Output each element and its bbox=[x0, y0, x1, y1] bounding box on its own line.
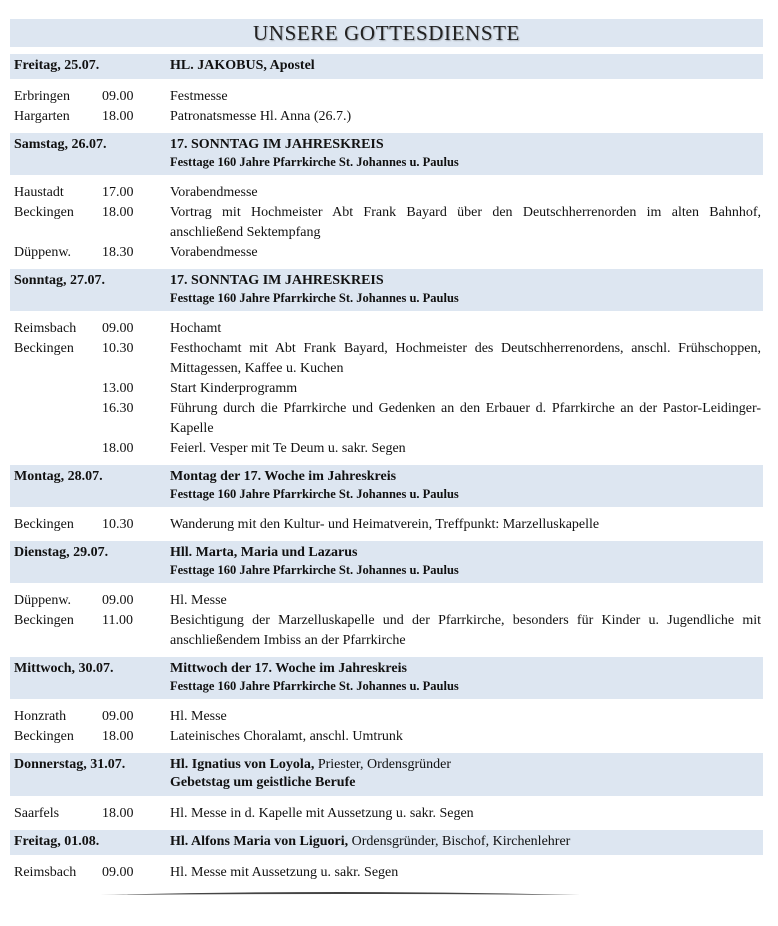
event-row bbox=[10, 243, 763, 263]
day-header bbox=[10, 465, 763, 507]
day-header bbox=[10, 541, 763, 583]
event-place: Reimsbach bbox=[14, 321, 77, 336]
day-title: Hl. Alfons Maria von Liguori, bbox=[170, 834, 349, 849]
event-place: Beckingen bbox=[14, 517, 74, 532]
event-description: Patronatsmesse Hl. Anna (26.7.) bbox=[170, 109, 352, 124]
event-row bbox=[10, 591, 763, 611]
event-description: Hl. Messe mit Aussetzung u. sakr. Segen bbox=[170, 865, 399, 880]
event-row bbox=[10, 863, 763, 883]
event-description: Besichtigung der Marzelluskapelle und der Pfarrkirche, besonders für Kinder u. Jugendliche mit anschließendem Imbiss an der Pfarrkirche bbox=[170, 613, 761, 648]
day-subtitle: Gebetstag um geistliche Berufe bbox=[170, 775, 356, 790]
day-title-line bbox=[170, 468, 759, 486]
day-date: Samstag, 26.07. bbox=[14, 137, 107, 152]
day-title-line bbox=[170, 756, 759, 774]
day-title: Hl. Ignatius von Loyola, bbox=[170, 757, 315, 772]
day-date: Sonntag, 27.07. bbox=[14, 273, 106, 288]
day-title-rest: Priester, Ordensgründer bbox=[314, 757, 452, 772]
event-description: Hl. Messe bbox=[170, 709, 227, 724]
day-title: Hll. Marta, Maria und Lazarus bbox=[170, 545, 358, 560]
event-place: Haustadt bbox=[14, 185, 64, 200]
day-date: Freitag, 25.07. bbox=[14, 58, 100, 73]
event-time: 17.00 bbox=[102, 185, 134, 200]
event-description: Start Kinderprogramm bbox=[170, 381, 298, 396]
day-subtitle: Festtage 160 Jahre Pfarrkirche St. Johannes u. Paulus bbox=[170, 291, 459, 305]
event-time: 18.00 bbox=[102, 205, 134, 220]
event-place: Erbringen bbox=[14, 89, 70, 104]
event-list bbox=[10, 583, 763, 657]
event-time: 13.00 bbox=[102, 381, 134, 396]
event-place: Beckingen bbox=[14, 341, 74, 356]
event-row bbox=[10, 107, 763, 127]
event-time: 09.00 bbox=[102, 89, 134, 104]
event-list bbox=[10, 79, 763, 133]
day-subtitle: Festtage 160 Jahre Pfarrkirche St. Johannes u. Paulus bbox=[170, 487, 459, 501]
event-list bbox=[10, 796, 763, 830]
event-place: Honzrath bbox=[14, 709, 67, 724]
day-header bbox=[10, 269, 763, 311]
event-description: Hochamt bbox=[170, 321, 222, 336]
event-time: 09.00 bbox=[102, 865, 134, 880]
event-description: Führung durch die Pfarrkirche und Gedenken an den Erbauer d. Pfarrkirche an der Pastor-Leidinger-Kapelle bbox=[170, 401, 761, 436]
day-title-block bbox=[170, 272, 759, 307]
event-time: 11.00 bbox=[102, 613, 133, 628]
event-row bbox=[10, 439, 763, 459]
decorative-swoosh bbox=[100, 890, 580, 898]
event-place bbox=[14, 399, 102, 439]
event-description: Hl. Messe bbox=[170, 593, 227, 608]
day-title-block bbox=[170, 756, 759, 792]
event-time: 10.30 bbox=[102, 341, 134, 356]
event-place: Beckingen bbox=[14, 613, 74, 628]
event-description: Vorabendmesse bbox=[170, 245, 258, 260]
event-list bbox=[10, 855, 763, 889]
event-row bbox=[10, 727, 763, 747]
event-time: 09.00 bbox=[102, 593, 134, 608]
event-time: 16.30 bbox=[102, 401, 134, 416]
event-time: 18.30 bbox=[102, 245, 134, 260]
day-title-line bbox=[170, 660, 759, 678]
event-row bbox=[10, 804, 763, 824]
event-description: Vortrag mit Hochmeister Abt Frank Bayard über den Deutschherrenorden im alten Bahnhof, anschließend Sektempfang bbox=[170, 205, 761, 240]
day-date: Dienstag, 29.07. bbox=[14, 545, 109, 560]
day-subtitle: Festtage 160 Jahre Pfarrkirche St. Johannes u. Paulus bbox=[170, 155, 459, 169]
event-time: 09.00 bbox=[102, 709, 134, 724]
day-date: Montag, 28.07. bbox=[14, 469, 103, 484]
day-title-line bbox=[170, 833, 759, 851]
day-subtitle: Festtage 160 Jahre Pfarrkirche St. Johannes u. Paulus bbox=[170, 679, 459, 693]
event-description: Festhochamt mit Abt Frank Bayard, Hochmeister des Deutschherrenordens, anschl. Frühschoppen, Mittagessen, Kaffee u. Kuchen bbox=[170, 341, 761, 376]
day-title-block bbox=[170, 57, 759, 75]
event-description: Lateinisches Choralamt, anschl. Umtrunk bbox=[170, 729, 403, 744]
event-row bbox=[10, 87, 763, 107]
day-header bbox=[10, 753, 763, 796]
day-title: HL. JAKOBUS, Apostel bbox=[170, 58, 315, 73]
event-time: 10.30 bbox=[102, 517, 134, 532]
day-subtitle: Festtage 160 Jahre Pfarrkirche St. Johannes u. Paulus bbox=[170, 563, 459, 577]
event-description: Wanderung mit den Kultur- und Heimatverein, Treffpunkt: Marzelluskapelle bbox=[170, 517, 600, 532]
day-header bbox=[10, 133, 763, 175]
event-place: Saarfels bbox=[14, 806, 60, 821]
title-bar bbox=[10, 19, 763, 47]
event-row bbox=[10, 339, 763, 379]
day-title-block bbox=[170, 544, 759, 579]
event-time: 18.00 bbox=[102, 109, 134, 124]
day-title-line bbox=[170, 272, 759, 290]
event-place: Düppenw. bbox=[14, 245, 72, 260]
service-list bbox=[10, 54, 763, 889]
event-row bbox=[10, 611, 763, 651]
event-time: 18.00 bbox=[102, 806, 134, 821]
event-description: Hl. Messe in d. Kapelle mit Aussetzung u. sakr. Segen bbox=[170, 806, 474, 821]
day-title-line bbox=[170, 57, 759, 75]
event-description: Feierl. Vesper mit Te Deum u. sakr. Segen bbox=[170, 441, 406, 456]
day-title: 17. SONNTAG IM JAHRESKREIS bbox=[170, 273, 384, 288]
event-list bbox=[10, 699, 763, 753]
day-title-block bbox=[170, 136, 759, 171]
event-place: Reimsbach bbox=[14, 865, 77, 880]
day-header bbox=[10, 830, 763, 855]
day-date: Donnerstag, 31.07. bbox=[14, 757, 126, 772]
day-header bbox=[10, 54, 763, 79]
day-header bbox=[10, 657, 763, 699]
day-date: Mittwoch, 30.07. bbox=[14, 661, 114, 676]
event-time: 09.00 bbox=[102, 321, 134, 336]
day-date: Freitag, 01.08. bbox=[14, 834, 100, 849]
event-place bbox=[14, 379, 102, 399]
day-title: Mittwoch der 17. Woche im Jahreskreis bbox=[170, 661, 407, 676]
day-title: Montag der 17. Woche im Jahreskreis bbox=[170, 469, 397, 484]
event-row bbox=[10, 399, 763, 439]
event-row bbox=[10, 707, 763, 727]
day-title-block bbox=[170, 833, 759, 851]
event-row bbox=[10, 319, 763, 339]
event-row bbox=[10, 183, 763, 203]
event-description: Vorabendmesse bbox=[170, 185, 258, 200]
day-title-line bbox=[170, 544, 759, 562]
event-place: Beckingen bbox=[14, 729, 74, 744]
day-title-rest: Ordensgründer, Bischof, Kirchenlehrer bbox=[348, 834, 571, 849]
event-row bbox=[10, 379, 763, 399]
page-title: UNSERE GOTTESDIENSTE bbox=[253, 20, 520, 45]
event-place: Hargarten bbox=[14, 109, 70, 124]
event-time: 18.00 bbox=[102, 441, 134, 456]
event-place: Beckingen bbox=[14, 205, 74, 220]
event-row bbox=[10, 203, 763, 243]
event-description: Festmesse bbox=[170, 89, 228, 104]
day-title-block bbox=[170, 468, 759, 503]
event-list bbox=[10, 507, 763, 541]
event-place bbox=[14, 439, 102, 459]
event-place: Düppenw. bbox=[14, 593, 72, 608]
event-list bbox=[10, 175, 763, 269]
day-title-line bbox=[170, 136, 759, 154]
event-row bbox=[10, 515, 763, 535]
day-title: 17. SONNTAG IM JAHRESKREIS bbox=[170, 137, 384, 152]
event-list bbox=[10, 311, 763, 465]
event-time: 18.00 bbox=[102, 729, 134, 744]
day-title-block bbox=[170, 660, 759, 695]
